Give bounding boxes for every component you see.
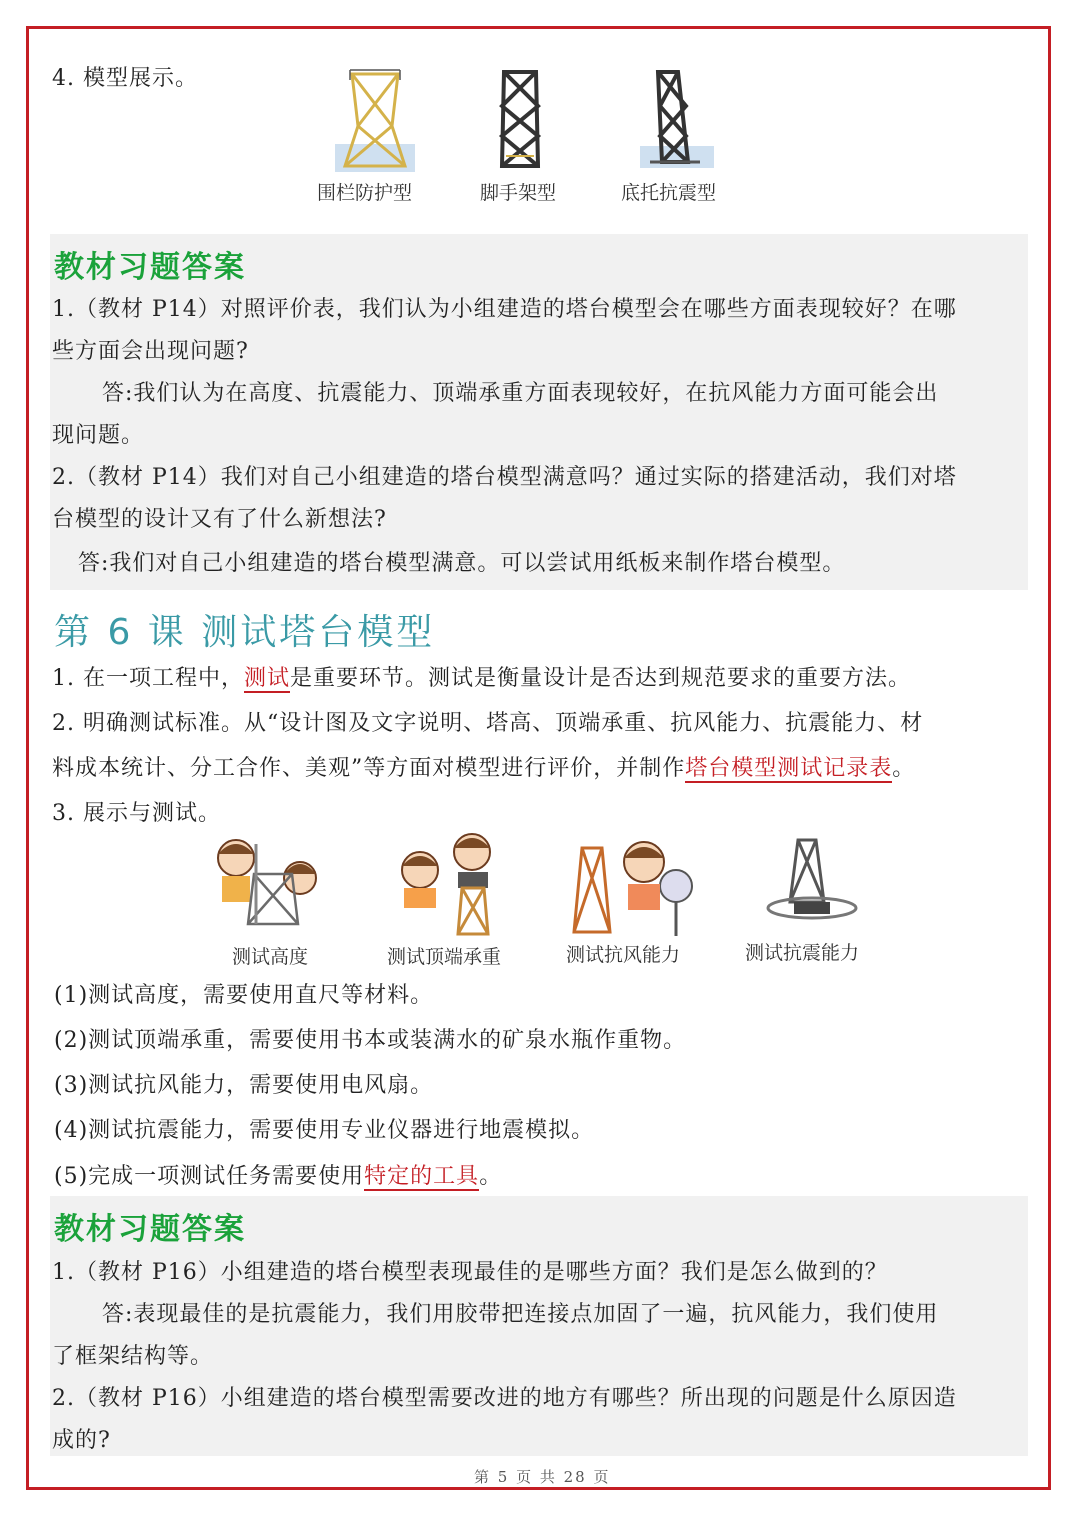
answers1-a1-line1: 答:我们认为在高度、抗震能力、顶端承重方面表现较好，在抗风能力方面可能会出 (102, 381, 939, 406)
test-top-load-illustration (388, 830, 518, 938)
answers2-a1-line2: 了框架结构等。 (52, 1344, 214, 1369)
lesson-paragraph-3: 3. 展示与测试。 (52, 801, 221, 826)
test-earthquake-illustration (764, 832, 864, 932)
caption-test-top-load: 测试顶端承重 (387, 946, 502, 968)
highlight-record-table: 塔台模型测试记录表 (685, 756, 893, 781)
highlight-specific-tools: 特定的工具 (364, 1164, 480, 1189)
test-item-5: (5)完成一项测试任务需要使用特定的工具。 (54, 1164, 503, 1189)
answers1-a1-line2: 现问题。 (52, 423, 145, 448)
tower-base-image (636, 66, 716, 176)
lesson-title: 第 6 课 测试塔台模型 (54, 612, 436, 653)
answers2-a1-line1: 答:表现最佳的是抗震能力，我们用胶带把连接点加固了一遍，抗风能力，我们使用 (102, 1302, 939, 1327)
answers1-q1-line1: 1.（教材 P14）对照评价表，我们认为小组建造的塔台模型会在哪些方面表现较好？在哪 (52, 297, 957, 322)
caption-base-type: 底托抗震型 (621, 182, 717, 204)
model-display-heading: 4. 模型展示。 (52, 66, 198, 91)
test-item-4: (4)测试抗震能力，需要使用专业仪器进行地震模拟。 (54, 1118, 595, 1143)
answers2-q2-line2: 成的? (52, 1428, 111, 1453)
highlight-test: 测试 (243, 666, 290, 691)
answers-title-2: 教材习题答案 (54, 1212, 246, 1247)
answers1-q2-line2: 台模型的设计又有了什么新想法? (52, 507, 387, 532)
tower-scaffold-image (490, 66, 550, 176)
page-footer: 第 5 页 共 28 页 (474, 1468, 611, 1486)
caption-test-height: 测试高度 (232, 946, 309, 968)
test-item-1: (1)测试高度，需要使用直尺等材料。 (54, 983, 434, 1008)
answers1-q2-line1: 2.（教材 P14）我们对自己小组建造的塔台模型满意吗？通过实际的搭建活动，我们对塔 (52, 465, 957, 490)
test-wind-illustration (566, 832, 696, 940)
lesson-paragraph-2-line2: 料成本统计、分工合作、美观”等方面对模型进行评价，并制作塔台模型测试记录表。 (52, 756, 916, 781)
tower-fence-image (330, 66, 420, 176)
answers1-q1-line2: 些方面会出现问题? (52, 339, 249, 364)
answers2-q2-line1: 2.（教材 P16）小组建造的塔台模型需要改进的地方有哪些？所出现的问题是什么原因造 (52, 1386, 957, 1411)
lesson-paragraph-1: 1. 在一项工程中，测试是重要环节。测试是衡量设计是否达到规范要求的重要方法。 (52, 666, 912, 691)
caption-scaffold-type: 脚手架型 (480, 182, 557, 204)
test-item-3: (3)测试抗风能力，需要使用电风扇。 (54, 1073, 434, 1098)
answers2-q1-line1: 1.（教材 P16）小组建造的塔台模型表现最佳的是哪些方面？我们是怎么做到的？ (52, 1260, 888, 1285)
test-height-illustration (208, 834, 338, 934)
caption-test-earthquake: 测试抗震能力 (745, 942, 860, 964)
caption-fence-type: 围栏防护型 (317, 182, 413, 204)
answers1-a2-line1: 答:我们对自己小组建造的塔台模型满意。可以尝试用纸板来制作塔台模型。 (78, 551, 846, 576)
test-item-2: (2)测试顶端承重，需要使用书本或装满水的矿泉水瓶作重物。 (54, 1028, 687, 1053)
lesson-paragraph-2-line1: 2. 明确测试标准。从“设计图及文字说明、塔高、顶端承重、抗风能力、抗震能力、材 (52, 711, 924, 736)
caption-test-wind: 测试抗风能力 (566, 944, 681, 966)
answers-title-1: 教材习题答案 (54, 250, 246, 285)
